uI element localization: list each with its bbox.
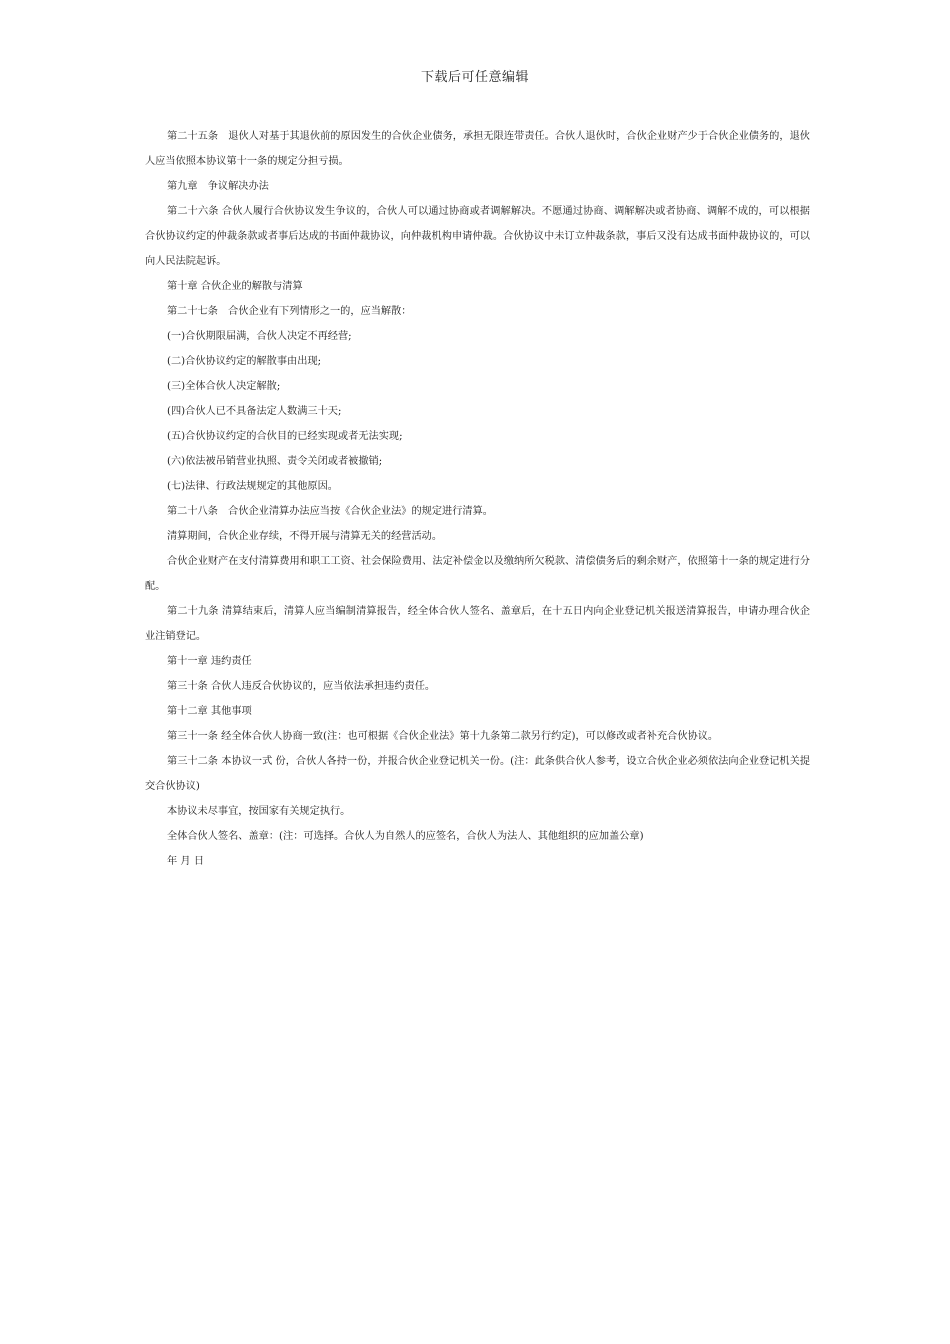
list-item: (二)合伙协议约定的解散事由出现; — [167, 356, 322, 367]
article-31-paragraph: 第三十一条 经全体合伙人协商一致(注：也可根据《合伙企业法》第十九条第二款另行约定)，可以修改或者补充合伙协议。 — [167, 731, 719, 742]
page-header: 下载后可任意编辑 — [420, 70, 529, 85]
list-item: (七)法律、行政法规规定的其他原因。 — [167, 481, 338, 492]
list-item: (一)合伙期限届满，合伙人决定不再经营; — [167, 331, 352, 342]
chapter-11-heading: 第十一章 违约责任 — [167, 656, 252, 667]
article-27-paragraph: 第二十七条 合伙企业有下列情形之一的，应当解散： — [167, 306, 412, 317]
chapter-9-heading: 第九章 争议解决办法 — [167, 181, 269, 192]
article-26-paragraph: 第二十六条 合伙人履行合伙协议发生争议的，合伙人可以通过协商或者调解解决。不愿通过协商、调解解决或者协商、调解不成的，可以根据合伙协议约定的仲裁条款或者事后达成的书面仲裁协议，向仲裁机构申请仲裁。合伙协议中未订立仲裁条款，事后又没有达成书面仲裁协议的，可以向人民法院起诉。 — [145, 206, 810, 267]
chapter-10-heading: 第十章 合伙企业的解散与清算 — [167, 281, 303, 292]
article-30-paragraph: 第三十条 合伙人违反合伙协议的，应当依法承担违约责任。 — [167, 681, 436, 692]
list-item: (四)合伙人已不具备法定人数满三十天; — [167, 406, 342, 417]
unresolved-matters-paragraph: 本协议未尽事宜，按国家有关规定执行。 — [167, 806, 351, 817]
list-item: (六)依法被吊销营业执照、责令关闭或者被撤销; — [167, 456, 383, 467]
article-32-paragraph: 第三十二条 本协议一式 份，合伙人各持一份，并报合伙企业登记机关一份。(注：此条供合伙人参考，设立合伙企业必须依法向企业登记机关提交合伙协议) — [145, 756, 810, 792]
list-item: (五)合伙协议约定的合伙目的已经实现或者无法实现; — [167, 431, 403, 442]
article-25-paragraph: 第二十五条 退伙人对基于其退伙前的原因发生的合伙企业债务，承担无限连带责任。合伙人退伙时，合伙企业财产少于合伙企业债务的，退伙人应当依照本协议第十一条的规定分担亏损。 — [145, 131, 810, 167]
document-body — [145, 124, 810, 874]
chapter-12-heading: 第十二章 其他事项 — [167, 706, 252, 717]
article-29-paragraph: 第二十九条 清算结束后，清算人应当编制清算报告，经全体合伙人签名、盖章后，在十五日内向企业登记机关报送清算报告，申请办理合伙企业注销登记。 — [145, 606, 810, 642]
date-line: 年 月 日 — [167, 856, 205, 867]
article-28-paragraph: 第二十八条 合伙企业清算办法应当按《合伙企业法》的规定进行清算。 — [167, 506, 493, 517]
signature-paragraph: 全体合伙人签名、盖章：(注：可选择。合伙人为自然人的应签名，合伙人为法人、其他组织的应加盖公章) — [167, 831, 644, 842]
list-item: (三)全体合伙人决定解散; — [167, 381, 281, 392]
property-distribution-paragraph: 合伙企业财产在支付清算费用和职工工资、社会保险费用、法定补偿金以及缴纳所欠税款、清偿债务后的剩余财产，依照第十一条的规定进行分配。 — [145, 556, 810, 592]
liquidation-period-paragraph: 清算期间，合伙企业存续，不得开展与清算无关的经营活动。 — [167, 531, 443, 542]
